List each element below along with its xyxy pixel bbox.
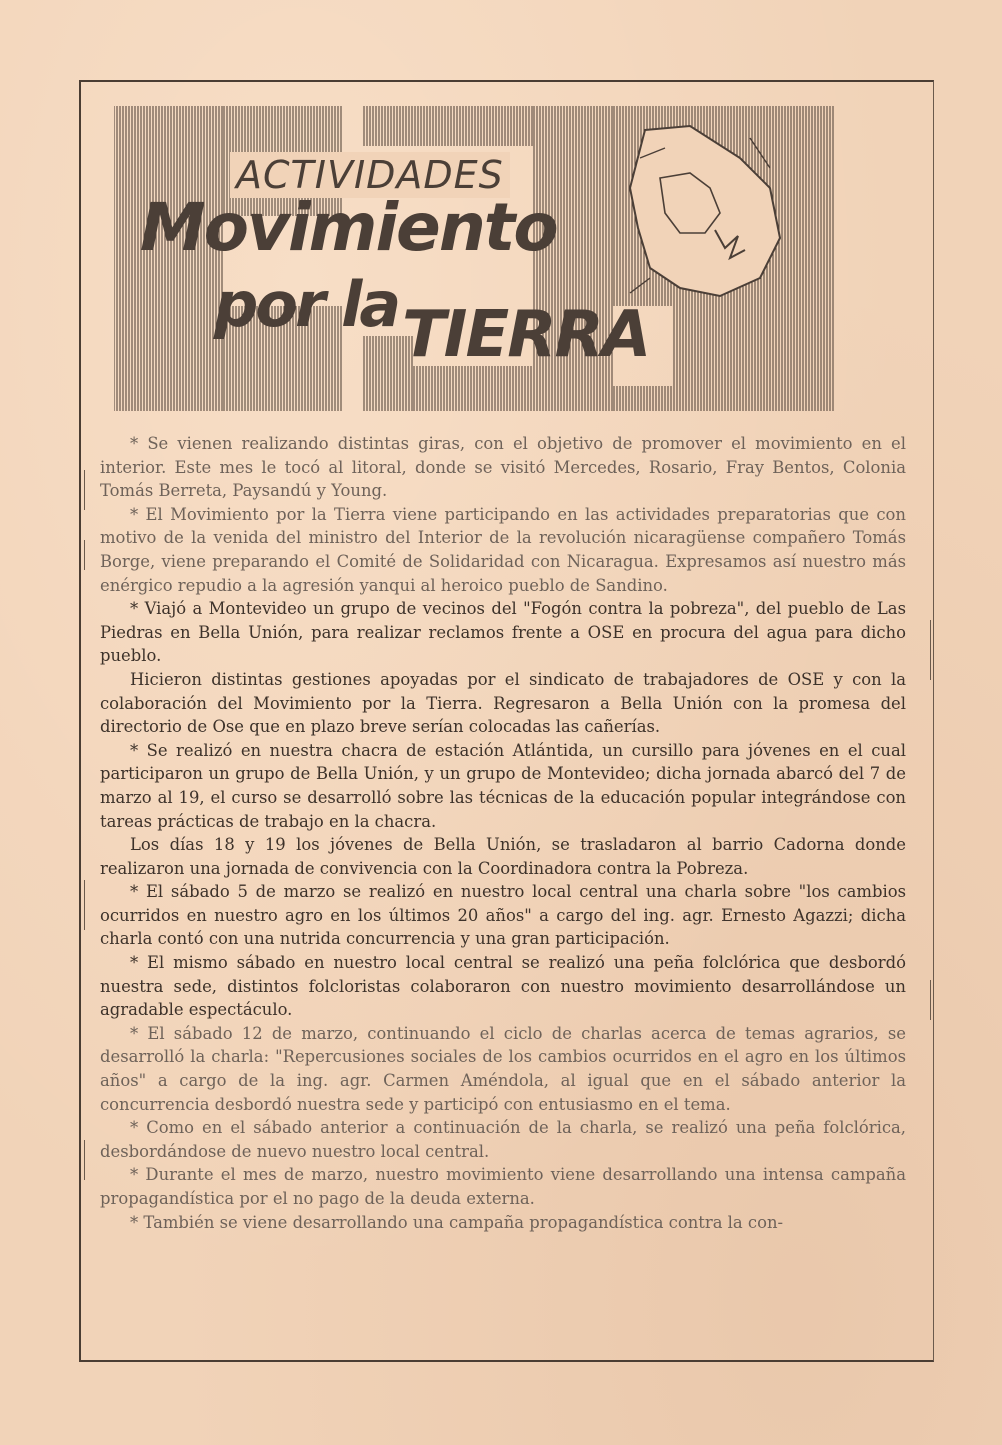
paragraph: * El Movimiento por la Tierra viene participando en las actividades preparatorias que con motivo de la venida del ministro del Interior de la revolución nicaragüense compañero Tomás Borge, viene preparando el Comité de Solidaridad con Nicaragua. Expresamos así nuestro más enérgico repudio a la agresión yanqui al heroico pueblo de Sandino. <box>100 504 906 595</box>
paragraph: * Viajó a Montevideo un grupo de vecinos del "Fogón contra la pobreza", del pueblo de Las Piedras en Bella Unión, para realizar reclamos frente a OSE en procura del agua para dicho pueblo. <box>100 599 906 666</box>
map-hand-icon <box>620 118 790 303</box>
paragraph: * Se vienen realizando distintas giras, con el objetivo de promover el movimiento en el interior. Este mes le tocó al litoral, donde se visitó Mercedes, Rosario, Fray Bentos, Colonia Tomás Berreta, Paysandú y Young. <box>100 434 906 501</box>
paragraph: * Como en el sábado anterior a continuación de la charla, se realizó una peña folclórica, desbordándose de nuevo nuestro local central. <box>100 1118 906 1161</box>
paragraph: * El sábado 12 de marzo, continuando el ciclo de charlas acerca de temas agrarios, se desarrolló la charla: "Repercusiones sociales de los cambios ocurridos en el agro en los últimos años" a cargo de la ing. agr. Carmen Améndola, al igual que en el sábado anterior la concurrencia desbordó nuestra sede y participó con entusiasmo en el tema. <box>100 1023 906 1114</box>
header-por-la: por la <box>214 268 399 341</box>
news-body <box>100 432 906 1234</box>
paragraph: * El sábado 5 de marzo se realizó en nuestro local central una charla sobre "los cambios ocurridos en nuestro agro en los últimos 20 años" a cargo del ing. agr. Ernesto Agazzi; dicha charla contó con una nutrida concurrencia y una gran participación. <box>100 882 906 949</box>
header-movimiento: Movimiento <box>140 189 557 266</box>
header-actividades: ACTIVIDADES <box>230 152 510 198</box>
paragraph: * Se realizó en nuestra chacra de estación Atlántida, un cursillo para jóvenes en el cual participaron un grupo de Bella Unión, y un grupo de Montevideo; dicha jornada abarcó del 7 de marzo al 19, el curso se desarrolló sobre las técnicas de la educación popular integrándose con tareas prácticas de trabajo en la chacra. <box>100 740 906 831</box>
paragraph: * También se viene desarrollando una campaña propagandística contra la con- <box>130 1212 784 1232</box>
paragraph: Hicieron distintas gestiones apoyadas por el sindicato de trabajadores de OSE y con la colaboración del Movimiento por la Tierra. Regresaron a Bella Unión con la promesa del directorio de Ose que en plazo breve serían colocadas las cañerías. <box>100 669 906 737</box>
header-tierra: TIERRA <box>402 298 650 372</box>
paragraph: * Durante el mes de marzo, nuestro movimiento viene desarrollando una intensa campaña propagandística por el no pago de la deuda externa. <box>100 1165 906 1208</box>
paragraph: Los días 18 y 19 los jóvenes de Bella Unión, se trasladaron al barrio Cadorna donde realizaron una jornada de convivencia con la Coordinadora contra la Pobreza. <box>100 835 906 878</box>
paragraph: * El mismo sábado en nuestro local central se realizó una peña folclórica que desbordó nuestra sede, distintos folcloristas colaboraron con nuestro movimiento desarrollándose un agradable espectáculo. <box>100 953 906 1020</box>
